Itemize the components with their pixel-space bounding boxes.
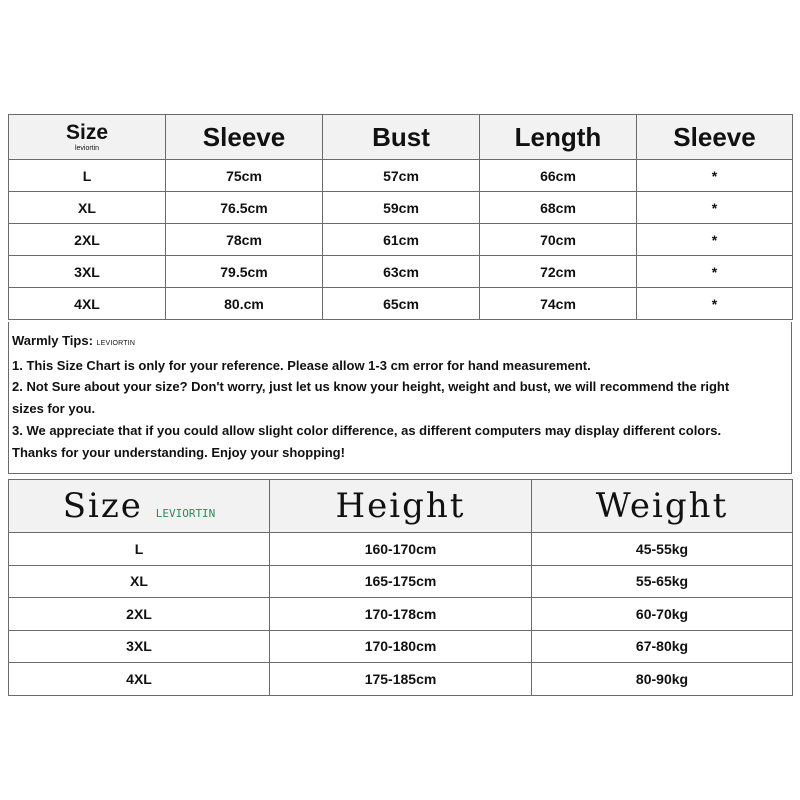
sleeve-cell: 78cm xyxy=(166,224,323,256)
tips-title: Warmly Tips: xyxy=(12,333,93,348)
tip-line: sizes for you. xyxy=(12,401,96,417)
sleeve-cell: 76.5cm xyxy=(166,192,323,224)
length-cell: 72cm xyxy=(480,256,637,288)
weight-cell: 67-80kg xyxy=(532,630,793,663)
table-row xyxy=(9,192,793,224)
size-cell: L xyxy=(9,533,270,566)
length-cell: 66cm xyxy=(480,160,637,192)
bust-cell: 57cm xyxy=(323,160,480,192)
weight-cell: 60-70kg xyxy=(532,598,793,631)
size-cell: 4XL xyxy=(9,663,270,696)
body-size-chart xyxy=(8,479,793,696)
sleeve-cell: 80.cm xyxy=(166,288,323,320)
table-row xyxy=(9,288,793,320)
sleeve-cell: 75cm xyxy=(166,160,323,192)
sleeve-2-cell: * xyxy=(637,256,793,288)
size-chart-header-row xyxy=(9,115,793,160)
height-header: Height xyxy=(270,480,532,533)
height-cell: 175-185cm xyxy=(270,663,532,696)
sleeve-2-cell: * xyxy=(637,224,793,256)
height-cell: 170-178cm xyxy=(270,598,532,631)
height-cell: 165-175cm xyxy=(270,565,532,598)
garment-size-chart xyxy=(8,114,793,320)
table-row xyxy=(9,663,793,696)
size-header-label: Size xyxy=(62,486,143,526)
body-chart-header-row xyxy=(9,480,793,533)
size-cell: L xyxy=(9,160,166,192)
height-cell: 160-170cm xyxy=(270,533,532,566)
bust-cell: 63cm xyxy=(323,256,480,288)
size-cell: 2XL xyxy=(9,598,270,631)
size-cell: 3XL xyxy=(9,630,270,663)
sleeve-header-2: Sleeve xyxy=(637,115,793,160)
weight-cell: 80-90kg xyxy=(532,663,793,696)
warm-tips-box xyxy=(8,322,792,474)
size-header-cell xyxy=(9,480,270,533)
table-row xyxy=(9,533,793,566)
bust-cell: 65cm xyxy=(323,288,480,320)
tips-brand: LEVIORTIN xyxy=(96,340,136,347)
table-row xyxy=(9,224,793,256)
bust-header: Bust xyxy=(323,115,480,160)
sleeve-header: Sleeve xyxy=(166,115,323,160)
length-cell: 68cm xyxy=(480,192,637,224)
tip-line: 3. We appreciate that if you could allow slight color difference, as different computers may display different colors. xyxy=(12,422,722,438)
size-cell: 2XL xyxy=(9,224,166,256)
sleeve-cell: 79.5cm xyxy=(166,256,323,288)
bust-cell: 59cm xyxy=(323,192,480,224)
table-row xyxy=(9,598,793,631)
table-row xyxy=(9,565,793,598)
size-cell: XL xyxy=(9,565,270,598)
weight-header: Weight xyxy=(532,480,793,533)
size-header-label: Size xyxy=(65,120,109,144)
size-cell: XL xyxy=(9,192,166,224)
brand-label: LEVIORTIN xyxy=(155,507,216,520)
tip-line: Thanks for your understanding. Enjoy your shopping! xyxy=(12,444,345,460)
size-cell: 3XL xyxy=(9,256,166,288)
size-header-cell xyxy=(9,115,166,160)
length-cell: 74cm xyxy=(480,288,637,320)
sleeve-2-cell: * xyxy=(637,192,793,224)
table-row xyxy=(9,160,793,192)
weight-cell: 45-55kg xyxy=(532,533,793,566)
bust-cell: 61cm xyxy=(323,224,480,256)
length-cell: 70cm xyxy=(480,224,637,256)
tips-title-line xyxy=(12,330,788,355)
size-cell: 4XL xyxy=(9,288,166,320)
height-cell: 170-180cm xyxy=(270,630,532,663)
tip-line: 2. Not Sure about your size? Don't worry, just let us know your height, weight and bust, we will recommend the right xyxy=(12,379,730,395)
tip-line: 1. This Size Chart is only for your reference. Please allow 1-3 cm error for hand measurement. xyxy=(12,357,591,373)
weight-cell: 55-65kg xyxy=(532,565,793,598)
table-row xyxy=(9,630,793,663)
table-row xyxy=(9,256,793,288)
length-header: Length xyxy=(480,115,637,160)
sleeve-2-cell: * xyxy=(637,288,793,320)
sleeve-2-cell: * xyxy=(637,160,793,192)
brand-watermark: leviortin xyxy=(74,144,100,152)
